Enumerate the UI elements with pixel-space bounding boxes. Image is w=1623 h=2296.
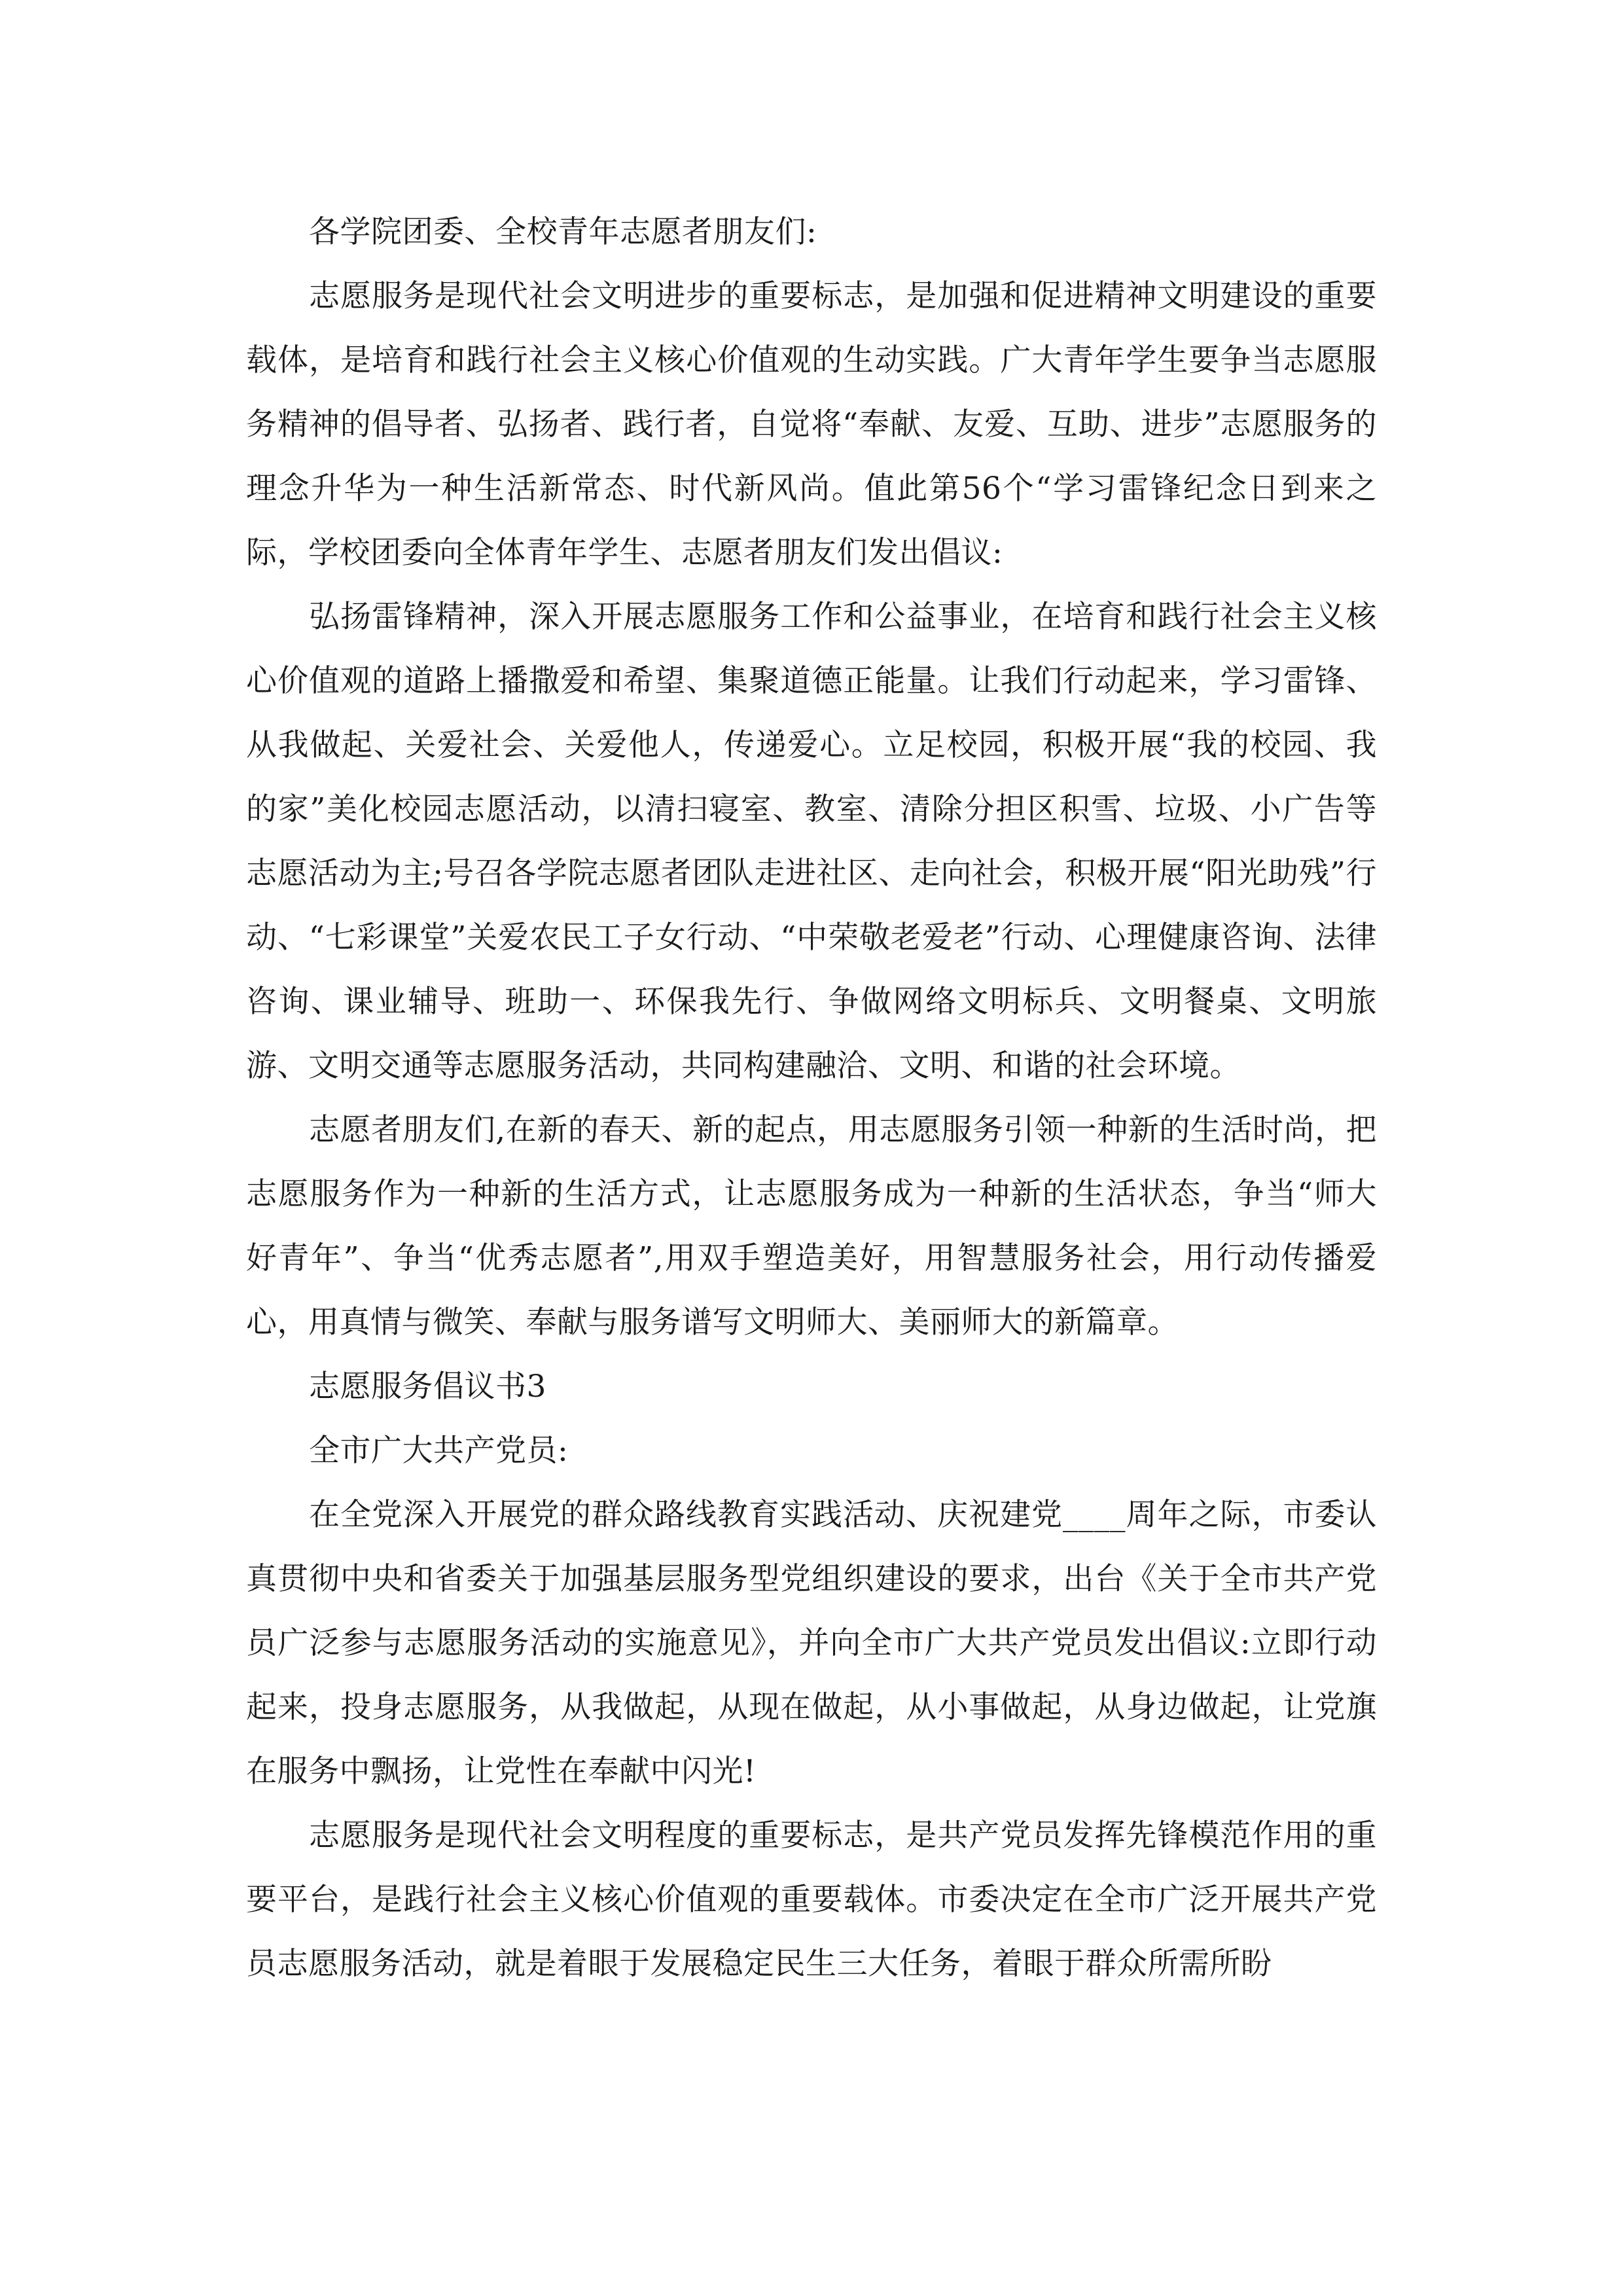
paragraph-party-initiative: 在全党深入开展党的群众路线教育实践活动、庆祝建党____周年之际，市委认真贯彻中央和省委关于加强基层服务型党组织建设的要求，出台《关于全市共产党员广泛参与志愿服务活动的实施意见》，并向全市广大共产党员发出倡议:立即行动起来，投身志愿服务，从我做起，从现在做起，从小事做起，从身边做起，让党旗在服务中飘扬，让党性在奉献中闪光! — [246, 1497, 1377, 1789]
document-body — [246, 200, 1377, 1996]
paragraph-lei-feng-spirit: 弘扬雷锋精神，深入开展志愿服务工作和公益事业，在培育和践行社会主义核心价值观的道路上播撒爱和希望、集聚道德正能量。让我们行动起来，学习雷锋、从我做起、关爱社会、关爱他人，传递爱心。立足校园，积极开展“我的校园、我的家”美化校园志愿活动，以清扫寝室、教室、清除分担区积雪、垃圾、小广告等志愿活动为主;号召各学院志愿者团队走进社区、走向社会，积极开展“阳光助残”行动、“七彩课堂”关爱农民工子女行动、“中荣敬老爱老”行动、心理健康咨询、法律咨询、课业辅导、班助一、环保我先行、争做网络文明标兵、文明餐桌、文明旅游、文明交通等志愿服务活动，共同构建融洽、文明、和谐的社会环境。 — [246, 599, 1377, 1084]
paragraph-new-spring: 志愿者朋友们,在新的春天、新的起点，用志愿服务引领一种新的生活时尚，把志愿服务作为一种新的生活方式，让志愿服务成为一种新的生活状态，争当“师大好青年”、争当“优秀志愿者”,用双手塑造美好，用智慧服务社会，用行动传播爱心，用真情与微笑、奉献与服务谱写文明师大、美丽师大的新篇章。 — [246, 1112, 1377, 1340]
salutation-party-members: 全市广大共产党员: — [309, 1433, 569, 1469]
section-heading-proposal-3: 志愿服务倡议书3 — [309, 1369, 546, 1405]
paragraph-party-volunteer-platform: 志愿服务是现代社会文明程度的重要标志，是共产党员发挥先锋模范作用的重要平台，是践行社会主义核心价值观的重要载体。市委决定在全市广泛开展共产党员志愿服务活动，就是着眼于发展稳定民生三大任务，着眼于群众所需所盼 — [246, 1818, 1377, 1982]
salutation-students: 各学院团委、全校青年志愿者朋友们: — [309, 214, 817, 250]
paragraph-volunteer-significance: 志愿服务是现代社会文明进步的重要标志，是加强和促进精神文明建设的重要载体，是培育和践行社会主义核心价值观的生动实践。广大青年学生要争当志愿服务精神的倡导者、弘扬者、践行者，自觉将“奉献、友爱、互助、进步”志愿服务的理念升华为一种生活新常态、时代新风尚。值此第56个“学习雷锋纪念日到来之际，学校团委向全体青年学生、志愿者朋友们发出倡议: — [246, 278, 1377, 571]
